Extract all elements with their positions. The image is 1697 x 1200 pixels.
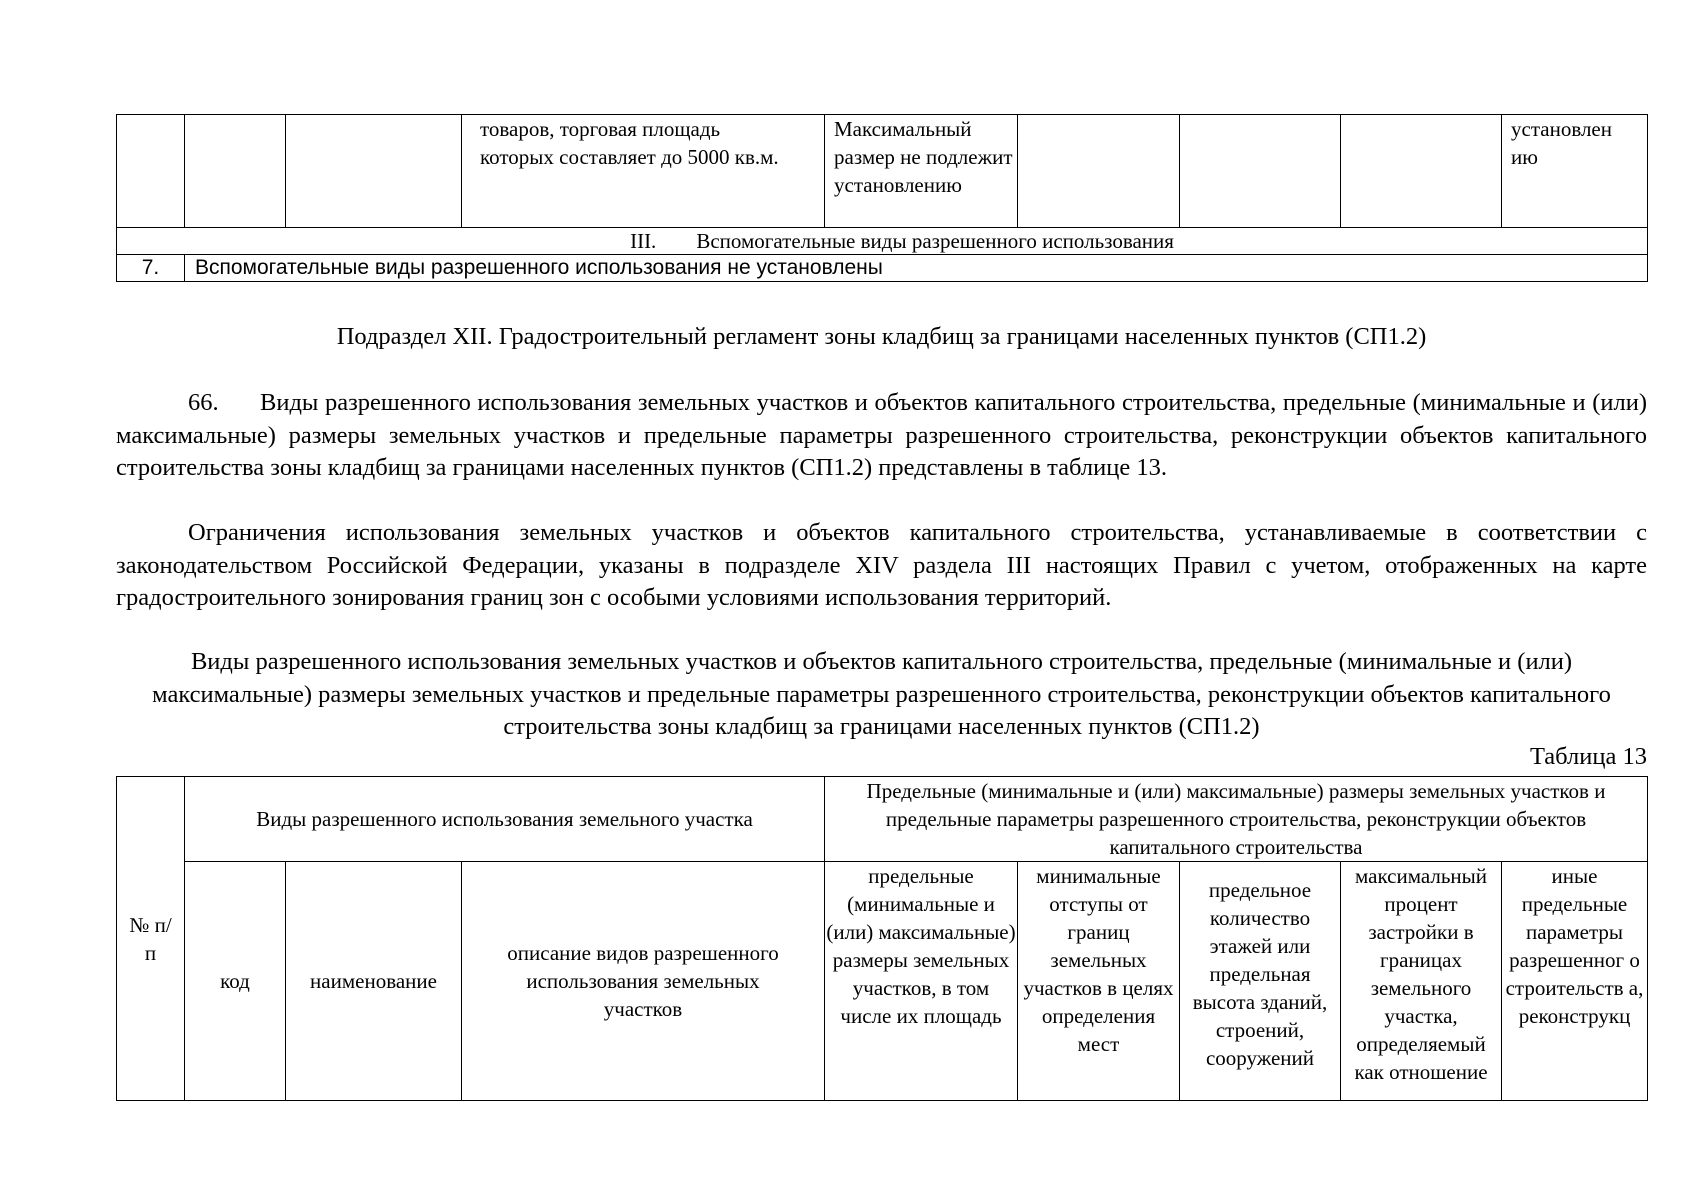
- header-sizes: предельные (минимальные и (или) максимальные) размеры земельных участков, в том числе их площадь: [825, 862, 1018, 1101]
- header-number: № п/п: [117, 777, 185, 1101]
- header-floors: предельное количество этажей или предельная высота зданий, строений, сооружений: [1180, 862, 1341, 1101]
- header-percent: максимальный процент застройки в границах земельного участка, определяемый как отношение: [1341, 862, 1502, 1101]
- header-group-limits: Предельные (минимальные и (или) максимальные) размеры земельных участков и предельные параметры разрешенного строительства, реконструкции объектов капитального строительства: [825, 777, 1648, 862]
- row-note: Вспомогательные виды разрешенного использования не установлены: [185, 255, 1648, 282]
- header-setbacks: минимальные отступы от границ земельных участков в целях определения мест: [1018, 862, 1180, 1101]
- table-cell: [1018, 115, 1180, 228]
- header-group-types: Виды разрешенного использования земельного участка: [185, 777, 825, 862]
- header-code: код: [185, 862, 286, 1101]
- continued-table: [116, 114, 1648, 282]
- header-name: наименование: [286, 862, 462, 1101]
- section-heading-cell: [117, 228, 1648, 255]
- section-title: Вспомогательные виды разрешенного использования: [696, 229, 1174, 253]
- table-cell: [1180, 115, 1341, 228]
- header-row: [117, 862, 1648, 1101]
- table-caption: Виды разрешенного использования земельных участков и объектов капитального строительства, предельные (минимальные и (или) максимальные) размеры земельных участков и предельные параметры разрешенного строительства, реконструкции объектов капитального строительства зоны кладбищ за границами населенных пунктов (СП1.2): [152, 648, 1611, 740]
- paragraph-text: Виды разрешенного использования земельных участков и объектов капитального строительства, предельные (минимальные и (или) максимальные) размеры земельных участков и предельные параметры разрешенного строительства, реконструкции объектов капитального строительства зоны кладбищ за границами населенных пунктов (СП1.2) представлены в таблице 13.: [116, 389, 1647, 481]
- subsection-title: Подраздел XII. Градостроительный регламент зоны кладбищ за границами населенных пунктов (СП1.2): [336, 323, 1427, 350]
- table-cell-max-size: Максимальный размер не подлежит установлению: [825, 115, 1018, 228]
- section-row: [117, 228, 1648, 255]
- table-cell: [286, 115, 462, 228]
- table-13: [116, 776, 1648, 1101]
- table-row: [117, 115, 1648, 228]
- table-cell-last: установлен ию: [1502, 115, 1648, 228]
- table-cell: [185, 115, 286, 228]
- header-row: [117, 777, 1648, 862]
- table-row: [117, 255, 1648, 282]
- table-cell-description: товаров, торговая площадь которых составляет до 5000 кв.м.: [462, 115, 825, 228]
- row-number: 7.: [117, 255, 185, 282]
- header-description: описание видов разрешенного использования земельных участков: [462, 862, 825, 1101]
- paragraph-restrictions: Ограничения использования земельных участков и объектов капитального строительства, устанавливаемые в соответствии с законодательством Российской Федерации, указаны в подразделе XIV раздела III настоящих Правил с учетом, отображенных на карте градостроительного зонирования границ зон с особыми условиями использования территорий.: [116, 519, 1647, 611]
- section-number: III.: [630, 229, 657, 253]
- table-cell: [117, 115, 185, 228]
- paragraph-66: [116, 387, 1647, 485]
- paragraph-number: 66.: [188, 389, 219, 416]
- table-cell: [1341, 115, 1502, 228]
- table-number: Таблица 13: [1529, 743, 1647, 770]
- header-other: иные предельные параметры разрешенног о строительств а, реконструкц: [1502, 862, 1648, 1101]
